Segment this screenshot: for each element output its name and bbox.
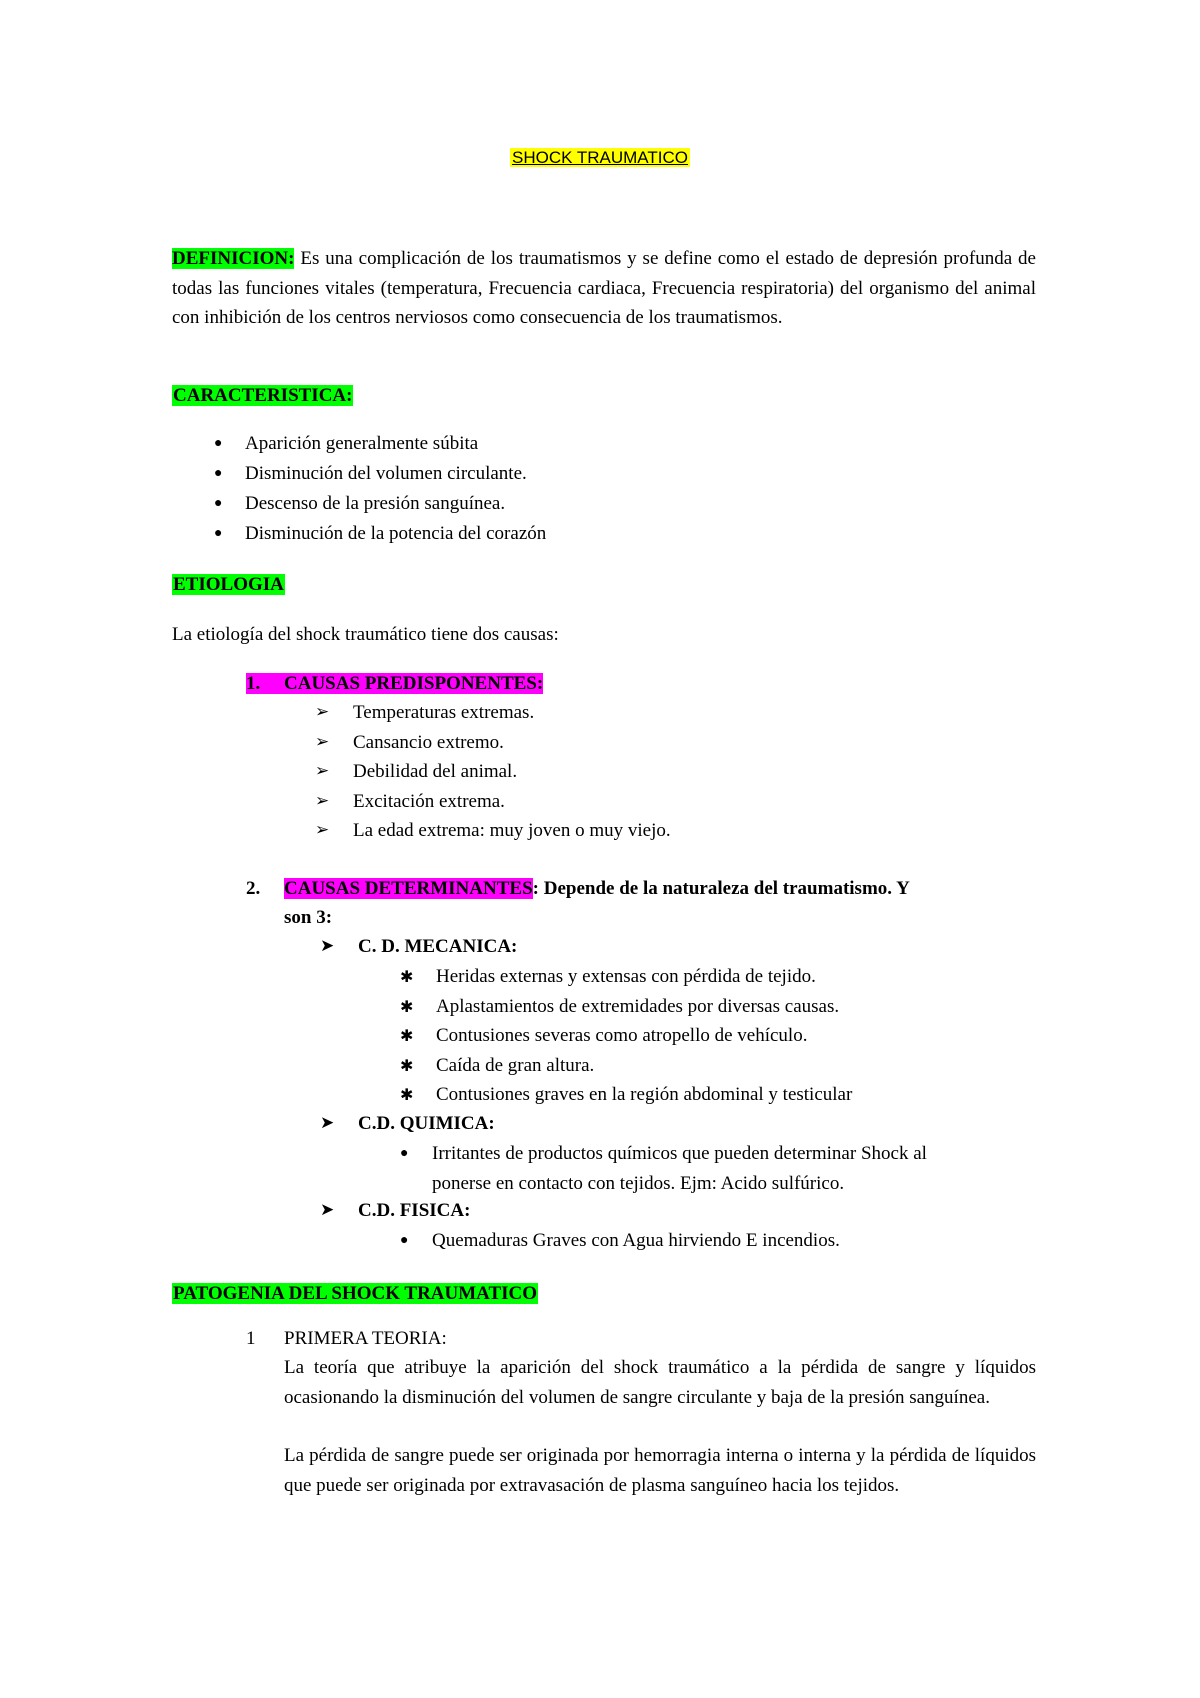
arrow-bullet-icon: ➤	[320, 1200, 335, 1220]
list-item: ➢ Temperaturas extremas.	[353, 698, 671, 728]
list-item: ● Descenso de la presión sanguínea.	[172, 489, 546, 519]
definition-label: DEFINICION:	[172, 248, 295, 269]
asterisk-bullet-icon: ✱	[400, 967, 414, 986]
arrow-bullet-icon: ➤	[320, 936, 335, 956]
list-item-continuation: ponerse en contacto con tejidos. Ejm: Acido sulfúrico.	[432, 1172, 845, 1194]
asterisk-bullet-icon: ✱	[400, 1055, 414, 1075]
fisica-label: ➤ C.D. FISICA:	[358, 1196, 470, 1226]
etiologia-intro: La etiología del shock traumático tiene dos causas:	[172, 624, 559, 645]
etiologia-heading: ETIOLOGIA	[173, 574, 284, 595]
fisica-group	[320, 1196, 471, 1226]
causas-determinantes-continuation: son 3:	[284, 907, 333, 928]
list-item: ➢ Cansancio extremo.	[353, 728, 671, 758]
mecanica-list	[400, 962, 853, 1110]
list-item: ● Aparición generalmente súbita	[172, 429, 546, 459]
list-item: ✱ Heridas externas y extensas con pérdida de tejido.	[436, 962, 852, 992]
mecanica-group	[320, 932, 518, 962]
document-title-text: SHOCK TRAUMATICO	[512, 148, 688, 167]
list-item: ➢ Debilidad del animal.	[353, 757, 671, 787]
document-title	[0, 147, 1200, 169]
bullet-icon: ●	[214, 496, 223, 511]
list-item: ● Disminución de la potencia del corazón	[172, 519, 546, 549]
definition-paragraph	[172, 244, 1036, 333]
causas-determinantes-heading: 2. CAUSAS DETERMINANTES: Depende de la naturaleza del traumatismo. Y	[246, 878, 910, 899]
list-item: ✱ Caída de gran altura.	[436, 1051, 852, 1081]
causas-predisponentes-heading: 1. CAUSAS PREDISPONENTES:	[246, 673, 544, 694]
list-item: ● Quemaduras Graves con Agua hirviendo E incendios.	[432, 1226, 840, 1256]
quimica-label: ➤ C.D. QUIMICA:	[358, 1109, 495, 1139]
arrow-bullet-icon: ➢	[315, 761, 330, 781]
bullet-icon: ●	[400, 1146, 409, 1161]
caracteristica-list	[172, 429, 546, 549]
arrow-bullet-icon: ➢	[315, 731, 330, 752]
list-item: ● Irritantes de productos químicos que pueden determinar Shock al	[432, 1139, 927, 1169]
patogenia-paragraph-1: La teoría que atribuye la aparición del shock traumático a la pérdida de sangre y líquidos ocasionando la disminución del volumen de sangre circulante y baja de la presión sanguínea.	[284, 1357, 1036, 1408]
mecanica-label: ➤ C. D. MECANICA:	[358, 932, 517, 962]
bullet-icon: ●	[214, 526, 223, 541]
patogenia-subtitle: PRIMERA TEORIA:	[284, 1328, 447, 1349]
bullet-icon: ●	[214, 466, 223, 481]
quimica-list	[400, 1139, 927, 1198]
arrow-bullet-icon: ➢	[315, 820, 330, 840]
patogenia-heading: PATOGENIA DEL SHOCK TRAUMATICO	[173, 1283, 538, 1304]
fisica-list	[400, 1226, 840, 1256]
arrow-bullet-icon: ➢	[315, 702, 330, 722]
arrow-bullet-icon: ➢	[315, 790, 330, 811]
list-item: ➢ La edad extrema: muy joven o muy viejo.	[353, 816, 671, 846]
arrow-bullet-icon: ➤	[320, 1113, 335, 1133]
bullet-icon: ●	[214, 436, 223, 451]
asterisk-bullet-icon: ✱	[400, 1026, 414, 1045]
list-item: ✱ Contusiones severas como atropello de vehículo.	[436, 1021, 852, 1051]
caracteristica-heading: CARACTERISTICA:	[173, 385, 353, 406]
patogenia-number: 1	[246, 1328, 256, 1349]
asterisk-bullet-icon: ✱	[400, 1085, 414, 1104]
bullet-icon: ●	[400, 1233, 409, 1248]
definition-text: Es una complicación de los traumatismos y se define como el estado de depresión profunda de todas las funciones vitales (temperatura, Frecuencia cardiaca, Frecuencia respiratoria) del organismo del animal con inhibición de los centros nerviosos como consecuencia de los traumatismos.	[172, 248, 1036, 328]
list-item: ✱ Contusiones graves en la región abdominal y testicular	[436, 1080, 852, 1110]
list-item: ➢ Excitación extrema.	[353, 787, 671, 817]
asterisk-bullet-icon: ✱	[400, 996, 414, 1016]
patogenia-paragraph-2: La pérdida de sangre puede ser originada por hemorragia interna o interna y la pérdida de líquidos que puede ser originada por extravasación de plasma sanguíneo hacia los tejidos.	[284, 1445, 1036, 1496]
list-item: ✱ Aplastamientos de extremidades por diversas causas.	[436, 992, 852, 1022]
causas-predisponentes-list	[315, 698, 671, 846]
quimica-group	[320, 1109, 495, 1139]
list-item: ● Disminución del volumen circulante.	[172, 459, 546, 489]
